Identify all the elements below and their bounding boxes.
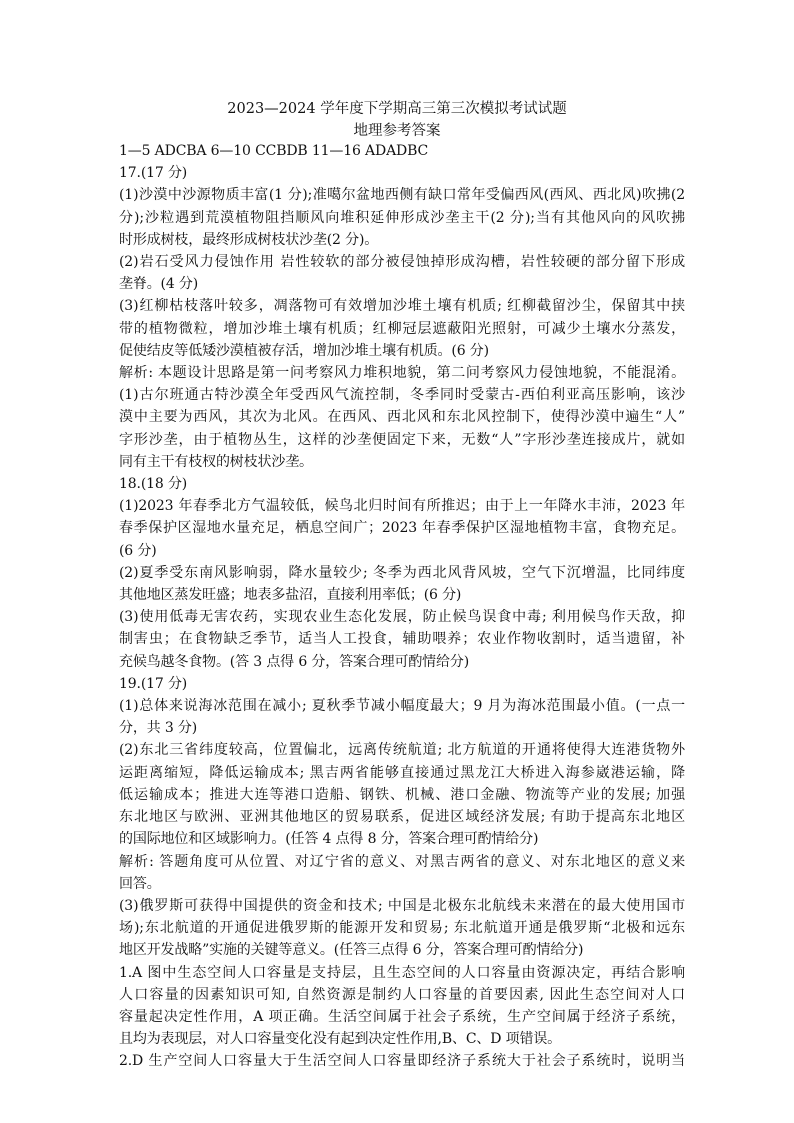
answer-line: 同有主干有枝杈的树枝状沙垄。 <box>119 453 313 470</box>
answer-line: 促使结皮等低矮沙漠植被存活，增加沙堆土壤有机质。(6 分) <box>119 342 489 359</box>
answer-line: 分);沙粒遇到荒漠植物阻挡顺风向堆积延伸形成沙垄主干(2 分);当有其他风向的风吹拂 <box>119 209 685 226</box>
answer-line: 19.(17 分) <box>119 675 188 692</box>
answer-line: 回答。 <box>119 875 161 892</box>
answer-line: 漠中主要为西风，其次为北风。在西风、西北风和东北风控制下，使得沙漠中遍生“人” <box>119 409 685 426</box>
answer-line: (2)东北三省纬度较高，位置偏北，远离传统航道; 北方航道的开通将使得大连港货物外 <box>119 742 685 759</box>
answer-line: (6 分) <box>119 542 157 559</box>
answer-line: 解析: 答题角度可从位置、对辽宁省的意义、对黑吉两省的意义、对东北地区的意义来 <box>119 853 685 870</box>
answer-line: 其他地区蒸发旺盛；地表多盐沼，直接利用率低；(6 分) <box>119 587 462 604</box>
answer-line: (1)古尔班通古特沙漠全年受西风气流控制，冬季同时受蒙古-西伯利亚高压影响，该沙 <box>119 387 685 404</box>
answer-line: 的国际地位和区域影响力。(任答 4 点得 8 分，答案合理可酌情给分) <box>119 831 539 848</box>
answer-line: 且均为表现层，对人口容量变化没有起到决定性作用,B、C、D 项错误。 <box>119 1031 562 1048</box>
answer-line: (3)红柳枯枝落叶较多，凋落物可有效增加沙堆土壤有机质; 红柳截留沙尘，保留其中挟 <box>119 298 685 315</box>
document-title: 2023—2024 学年度下学期高三第三次模拟考试试题 <box>227 101 567 117</box>
answer-line: (1)总体来说海冰范围在减小; 夏秋季节减小幅度最大；9 月为海冰范围最小值。(一点一 <box>119 698 685 715</box>
answer-line: 带的植物微粒，增加沙堆土壤有机质；红柳冠层遮蔽阳光照射，可减少土壤水分蒸发， <box>119 320 685 337</box>
answer-line: 时形成树枝，最终形成树枝状沙垄(2 分)。 <box>119 231 379 248</box>
answer-line: 容量起决定性作用，A 项正确。生活空间属于社会子系统，生产空间属于经济子系统， <box>119 1008 685 1025</box>
answer-line: 制害虫；在食物缺乏季节，适当人工投食，辅助喂养；农业作物收割时，适当遗留，补 <box>119 631 685 648</box>
answer-line: (1)沙漠中沙源物质丰富(1 分);准噶尔盆地西侧有缺口常年受偏西风(西风、西北风)吹拂(2 <box>119 187 685 204</box>
answer-line: 18.(18 分) <box>119 476 188 493</box>
answer-body <box>119 140 685 1073</box>
answer-line: 1—5 ADCBA 6—10 CCBDB 11—16 ADADBC <box>119 143 429 159</box>
answer-line: 春季保护区湿地水量充足，栖息空间广；2023 年春季保护区湿地植物丰富，食物充足。 <box>119 520 685 537</box>
answer-line: 运距离缩短，降低运输成本; 黑吉两省能够直接通过黑龙江大桥进入海参崴港运输，降 <box>119 764 685 781</box>
answer-line: 17.(17 分) <box>119 165 188 182</box>
answer-line: (3)俄罗斯可获得中国提供的资金和技术; 中国是北极东北航线未来潜在的最大使用国市 <box>119 897 685 914</box>
answer-line: 低运输成本；推进大连等港口造船、钢铁、机械、港口金融、物流等产业的发展; 加强 <box>119 786 685 803</box>
answer-line: 解析: 本题设计思路是第一问考察风力堆积地貌，第二问考察风力侵蚀地貌，不能混淆。 <box>119 365 685 382</box>
answer-line: 场);东北航道的开通促进俄罗斯的能源开发和贸易; 东北航道开通是俄罗斯“北极和远东 <box>119 920 685 937</box>
answer-line: 字形沙垄，由于植物丛生，这样的沙垄便固定下来，无数“人”字形沙垄连接成片，就如 <box>119 431 685 448</box>
answer-line: 垄脊。(4 分) <box>119 276 199 293</box>
answer-line: 充候鸟越冬食物。(答 3 点得 6 分，答案合理可酌情给分) <box>119 653 470 670</box>
answer-line: (1)2023 年春季北方气温较低，候鸟北归时间有所推迟；由于上一年降水丰沛，2023 年 <box>119 498 685 515</box>
answer-line: 东北地区与欧洲、亚洲其他地区的贸易联系，促进区域经济发展; 有助于提高东北地区 <box>119 809 685 826</box>
answer-line: 2.D 生产空间人口容量大于生活空间人口容量即经济子系统大于社会子系统时，说明当 <box>119 1053 685 1070</box>
answer-line: 分，共 3 分) <box>119 720 198 737</box>
answer-line: 1.A 图中生态空间人口容量是支持层，且生态空间的人口容量由资源决定，再结合影响 <box>119 964 685 981</box>
answer-line: 地区开发战略”实施的关键等意义。(任答三点得 6 分，答案合理可酌情给分) <box>119 942 584 959</box>
document-subtitle: 地理参考答案 <box>353 123 441 139</box>
answer-line: (2)岩石受风力侵蚀作用 岩性较软的部分被侵蚀掉形成沟槽，岩性较硬的部分留下形成 <box>119 254 685 271</box>
answer-line: (2)夏季受东南风影响弱，降水量较少; 冬季为西北风背风坡，空气下沉增温，比同纬度 <box>119 564 685 581</box>
answer-line: (3)使用低毒无害农药，实现农业生态化发展，防止候鸟误食中毒; 利用候鸟作天敌，抑 <box>119 609 685 626</box>
answer-line: 人口容量的因素知识可知, 自然资源是制约人口容量的首要因素, 因此生态空间对人口 <box>119 986 685 1003</box>
